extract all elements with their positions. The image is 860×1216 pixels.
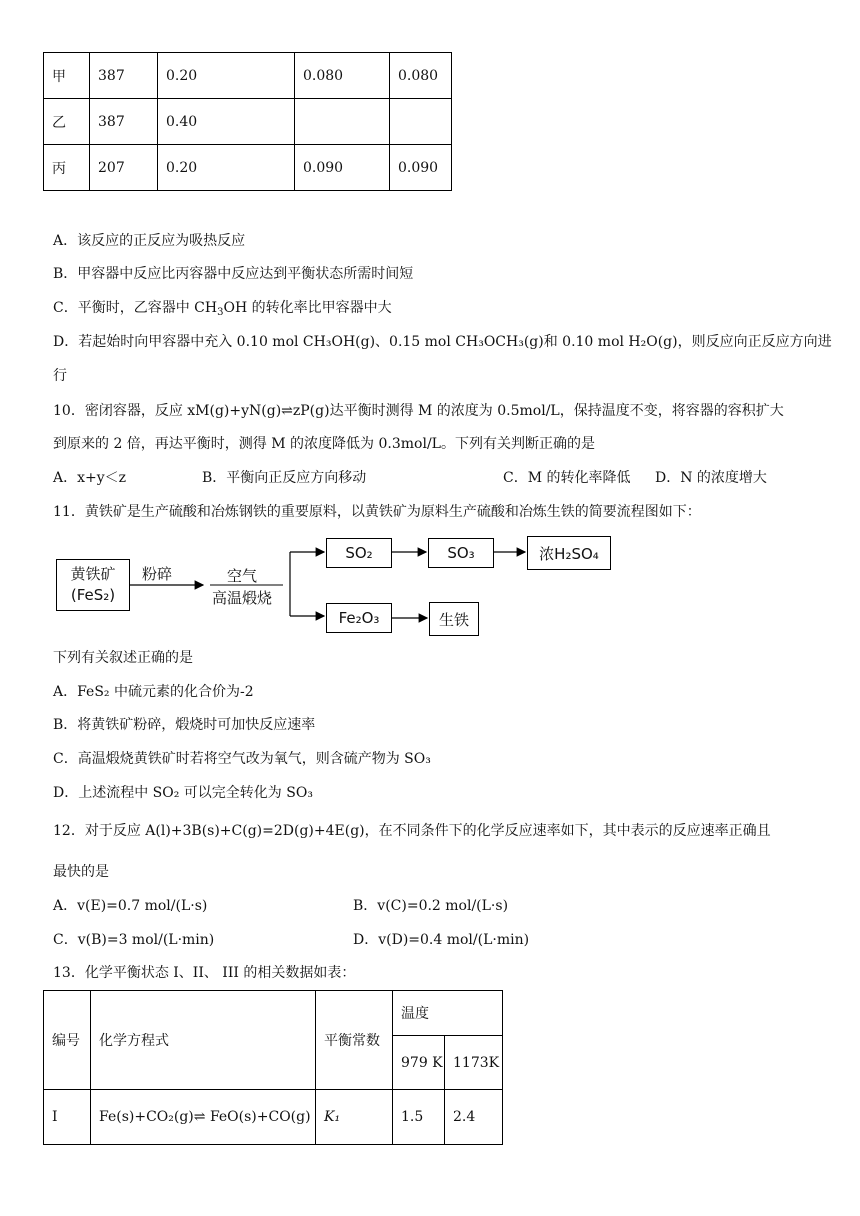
flow-pyrite-label: 黄铁矿: [70, 565, 116, 583]
table-cell: 387: [90, 53, 158, 99]
q9-option-a: A．该反应的正反应为吸热反应: [53, 233, 246, 249]
flow-box-fe2o3: Fe₂O₃: [326, 603, 392, 633]
q12-stem-line1: 12．对于反应 A(l)+3B(s)+C(g)=2D(g)+4E(g)，在不同条件下的化学反应速率如下，其中表示的反应速率正确且: [53, 823, 771, 839]
q10-option-a: A．x+y＜z: [53, 470, 127, 486]
header-temp-979: 979 K: [393, 1036, 445, 1090]
q9-option-c: C．平衡时，乙容器中 $CH_3OH$ 的转化率比甲容器中大: [53, 300, 392, 318]
header-temperature: 温度: [393, 991, 503, 1036]
q11-option-d: D．上述流程中 SO₂ 可以完全转化为 SO₃: [53, 785, 313, 801]
q9-option-d-line2: 行: [53, 368, 67, 384]
q9-option-d-line1: D．若起始时向甲容器中充入 0.10 mol CH₃OH(g)、0.15 mol CH₃OCH₃(g)和 0.10 mol H₂O(g)，则反应向正反应方向进: [53, 334, 832, 350]
table-cell: 0.20: [158, 53, 295, 99]
q13-stem: 13．化学平衡状态 I、II、 III 的相关数据如表：: [53, 965, 356, 981]
table-cell: 丙: [44, 145, 90, 191]
table-cell: 0.20: [158, 145, 295, 191]
flow-pyrite-formula: (FeS₂): [70, 586, 116, 604]
q9-option-c-post: OH 的转化率比甲容器中大: [223, 300, 392, 316]
row1-num: I: [44, 1090, 91, 1145]
table-cell: 207: [90, 145, 158, 191]
table-cell: 387: [90, 99, 158, 145]
q11-stem: 11．黄铁矿是生产硫酸和冶炼钢铁的重要原料，以黄铁矿为原料生产硫酸和冶炼生铁的简要流程图如下：: [53, 504, 701, 520]
q11-option-b: B．将黄铁矿粉碎，煅烧时可加快反应速率: [53, 717, 316, 733]
q9-option-c-pre: C．平衡时，乙容器中 CH: [53, 300, 218, 316]
row1-equation: Fe(s)+CO₂(g)⇌ FeO(s)+CO(g): [91, 1090, 316, 1145]
header-temp-1173: 1173K: [445, 1036, 503, 1090]
table-cell: 0.080: [295, 53, 390, 99]
table-cell: 0.090: [390, 145, 452, 191]
table-row: [44, 1090, 503, 1145]
q12-option-c: C．v(B)=3 mol/(L·min): [53, 932, 215, 948]
flow-cond-air: 空气: [227, 567, 258, 585]
flow-box-h2so4: 浓H₂SO₄: [527, 536, 611, 570]
q12-option-b: B．v(C)=0.2 mol/(L·s): [353, 898, 509, 914]
flow-cond-roast: 高温煅烧: [212, 589, 273, 607]
table-cell: 0.090: [295, 145, 390, 191]
q10-option-d: D．N 的浓度增大: [655, 470, 767, 486]
q12-option-a: A．v(E)=0.7 mol/(L·s): [53, 898, 208, 914]
table-cell: 0.080: [390, 53, 452, 99]
row1-value-979: 1.5: [393, 1090, 445, 1145]
table-header-row: [44, 991, 503, 1036]
flow-box-so2: SO₂: [326, 538, 392, 568]
q12-stem-line2: 最快的是: [53, 864, 109, 880]
q10-option-b: B．平衡向正反应方向移动: [202, 470, 367, 486]
table-cell: 0.40: [158, 99, 295, 145]
table-cell: 甲: [44, 53, 90, 99]
q12-option-d: D．v(D)=0.4 mol/(L·min): [353, 932, 530, 948]
flow-box-so3: SO₃: [428, 538, 494, 568]
flow-box-iron: 生铁: [429, 602, 479, 636]
q10-stem-line1: 10．密闭容器，反应 xM(g)+yN(g)⇌zP(g)达平衡时测得 M 的浓度为 0.5mol/L，保持温度不变，将容器的容积扩大: [53, 403, 784, 419]
header-k: 平衡常数: [316, 991, 393, 1090]
q11-option-c: C．高温煅烧黄铁矿时若将空气改为氧气，则含硫产物为 SO₃: [53, 751, 431, 767]
flow-step-crush: 粉碎: [142, 565, 173, 583]
table-cell: 乙: [44, 99, 90, 145]
header-num: 编号: [44, 991, 91, 1090]
q10-option-c: C．M 的转化率降低: [503, 470, 631, 486]
header-equation: 化学方程式: [91, 991, 316, 1090]
row1-value-1173: 2.4: [445, 1090, 503, 1145]
q13-equilibrium-table: [43, 990, 503, 1145]
q11-option-a: A．FeS₂ 中硫元素的化合价为-2: [53, 684, 254, 700]
row1-k: K₁: [316, 1090, 393, 1145]
q10-stem-line2: 到原来的 2 倍，再达平衡时，测得 M 的浓度降低为 0.3mol/L。下列有关判断正确的是: [53, 436, 595, 452]
q9-option-b: B．甲容器中反应比丙容器中反应达到平衡状态所需时间短: [53, 266, 414, 282]
q11-sub-stem: 下列有关叙述正确的是: [53, 650, 193, 666]
